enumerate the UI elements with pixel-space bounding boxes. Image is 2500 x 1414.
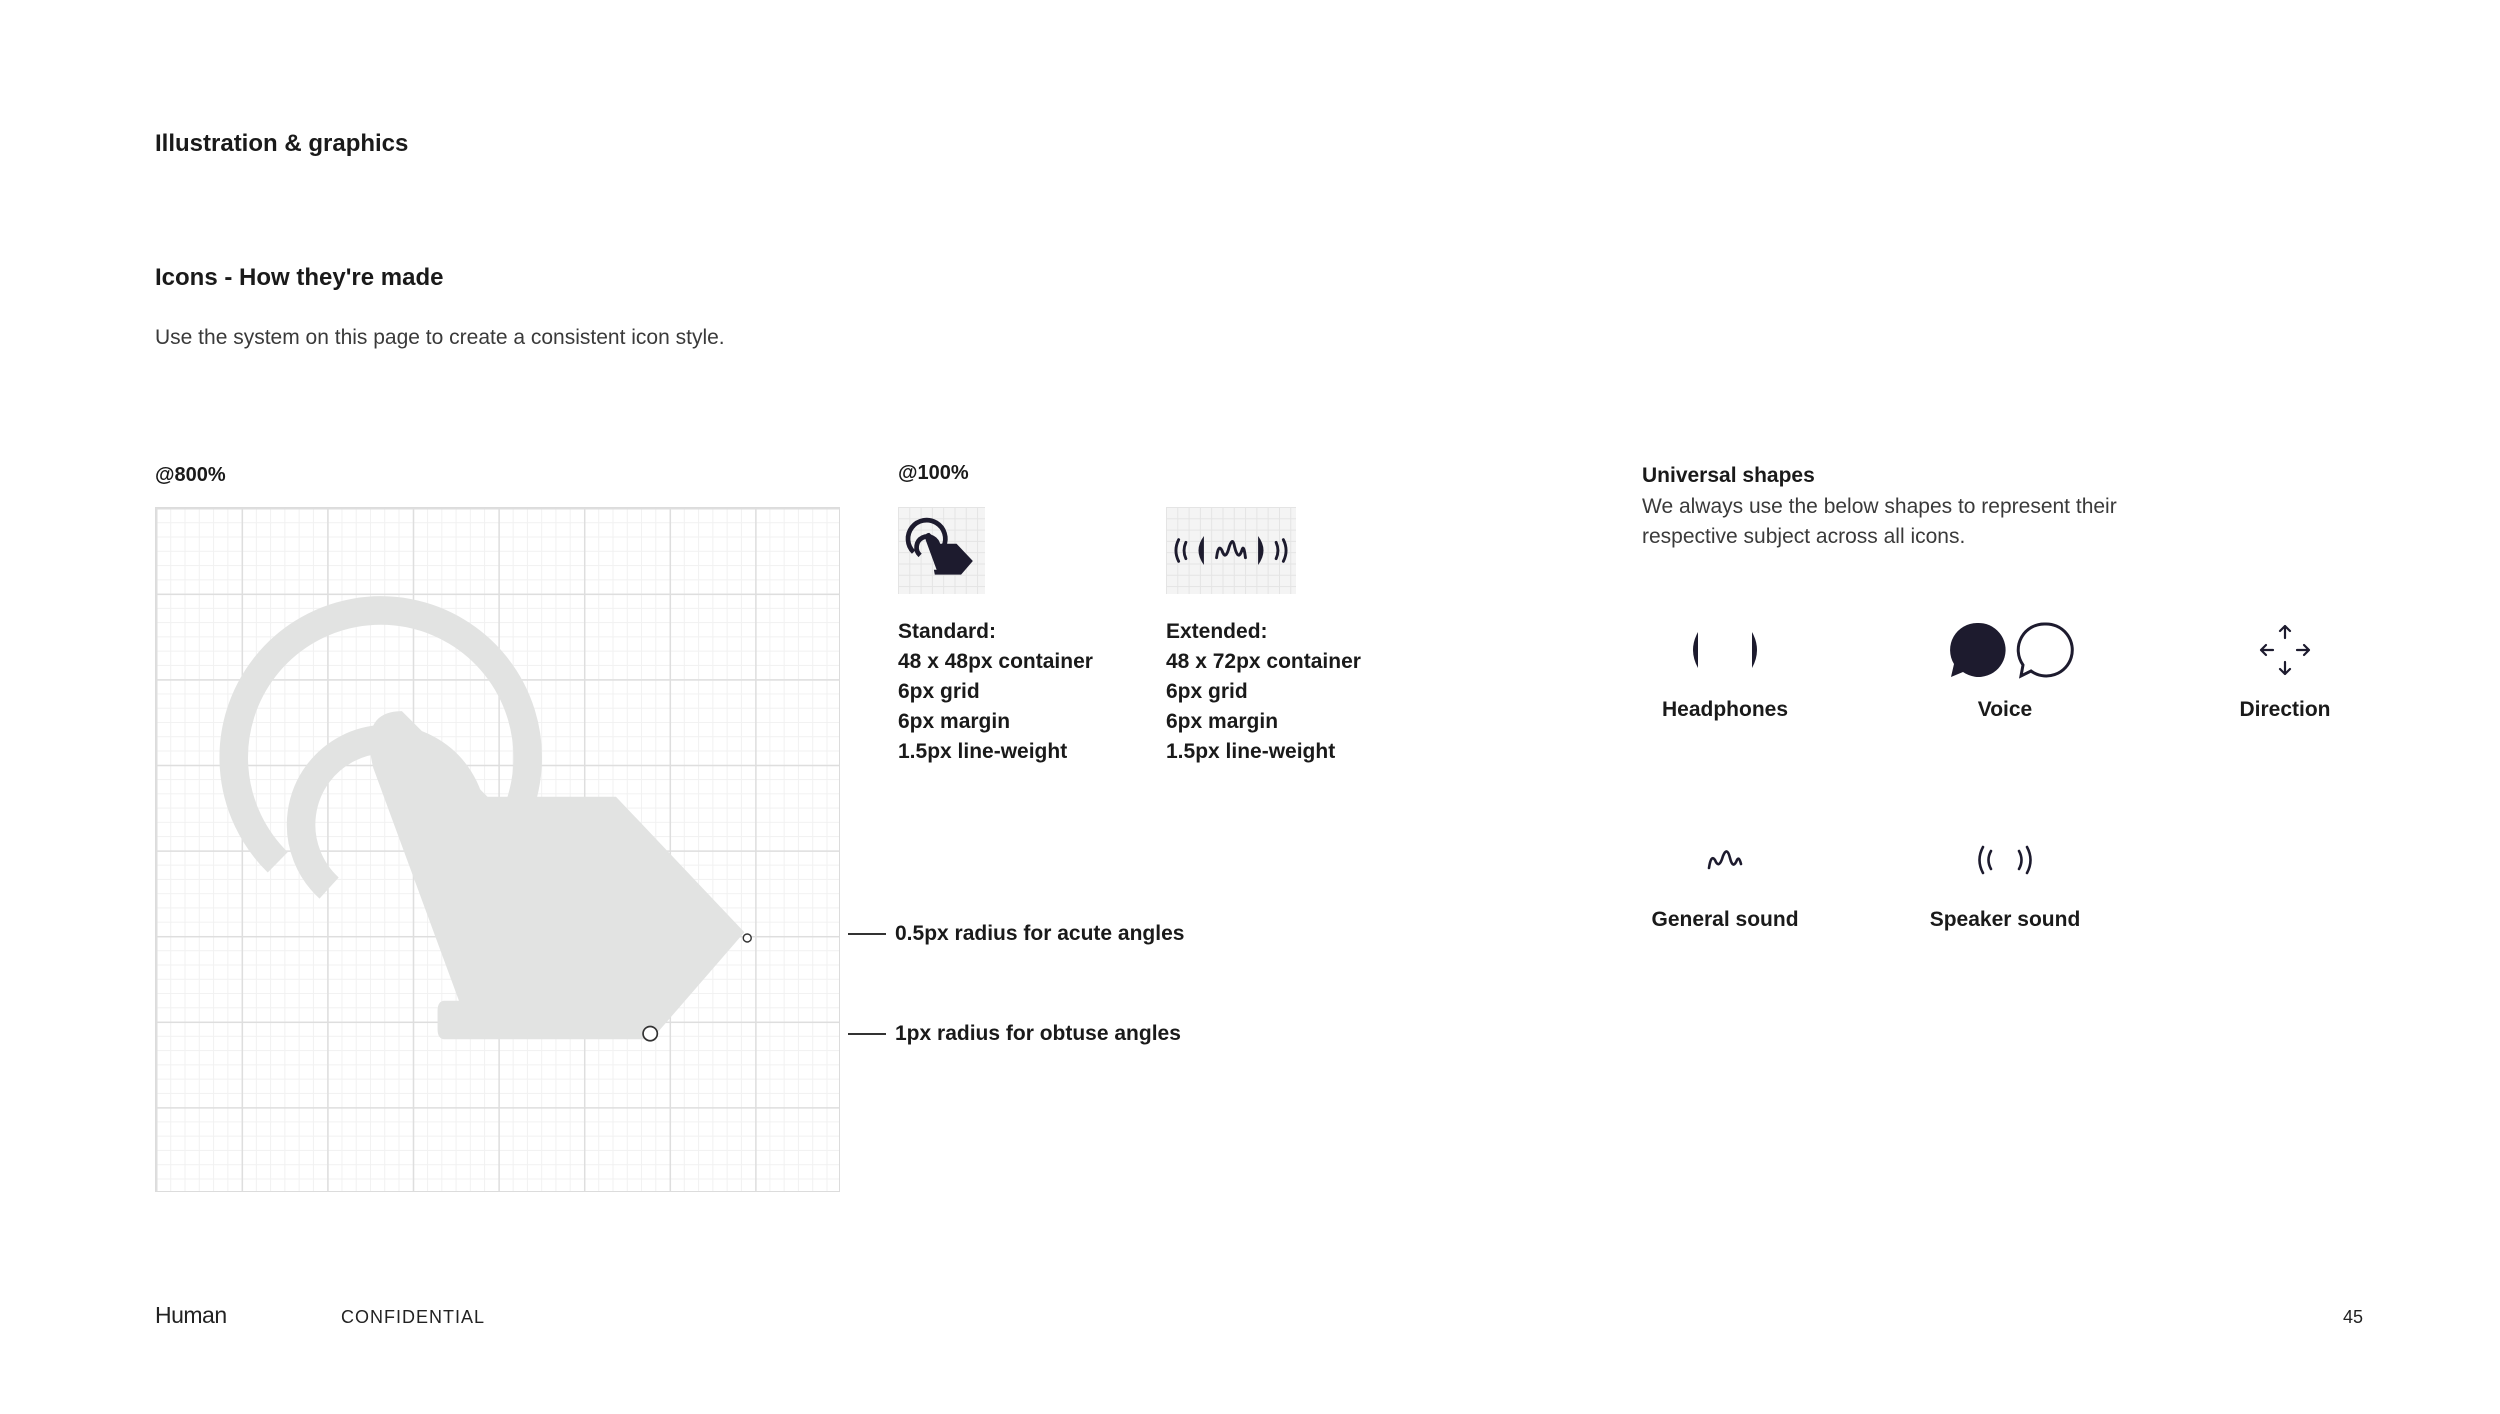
extended-spec-margin: 6px margin — [1166, 710, 1279, 733]
extended-spec — [1166, 617, 1361, 767]
extended-spec-title: Extended: — [1166, 620, 1268, 643]
standard-container-thumb — [898, 507, 985, 594]
callout-obtuse: 1px radius for obtuse angles — [895, 1022, 1181, 1045]
standard-spec-grid: 6px grid — [898, 680, 980, 703]
footer-logo: Human — [155, 1302, 227, 1328]
shape-label-speaker-sound: Speaker sound — [1929, 908, 2081, 931]
shape-label-general-sound: General sound — [1651, 908, 1799, 931]
standard-spec-line-weight: 1.5px line-weight — [898, 740, 1068, 763]
callout-acute: 0.5px radius for acute angles — [895, 922, 1185, 945]
callout-line-acute — [848, 933, 886, 935]
scale-800-label: @800% — [155, 464, 226, 486]
shape-voice — [1885, 620, 2125, 722]
scale-100-label: @100% — [898, 462, 969, 484]
standard-spec-margin: 6px margin — [898, 710, 1011, 733]
headphones-icon — [1680, 620, 1770, 680]
direction-icon — [2255, 620, 2315, 680]
speaker-sound-icon — [1965, 830, 2045, 890]
extended-container-thumb — [1166, 507, 1296, 594]
headphones-sound-icon — [1166, 507, 1296, 594]
tap-gesture-icon-enlarged — [155, 507, 840, 1192]
page-intro: Use the system on this page to create a consistent icon style. — [155, 326, 725, 349]
standard-spec-container: 48 x 48px container — [898, 650, 1093, 673]
section-title: Illustration & graphics — [155, 130, 409, 157]
extended-spec-container: 48 x 72px container — [1166, 650, 1361, 673]
shape-label-direction: Direction — [2239, 698, 2331, 721]
shape-label-voice: Voice — [1977, 698, 2033, 721]
page-number: 45 — [2343, 1307, 2364, 1327]
shape-headphones — [1605, 620, 1845, 722]
general-sound-icon — [1695, 830, 1755, 890]
standard-spec — [898, 617, 1093, 767]
shape-general-sound — [1605, 830, 1845, 932]
extended-spec-grid: 6px grid — [1166, 680, 1248, 703]
page-title: Icons - How they're made — [155, 264, 444, 291]
shape-direction — [2165, 620, 2405, 722]
callout-line-obtuse — [848, 1033, 886, 1035]
shape-label-headphones: Headphones — [1661, 698, 1789, 721]
shape-speaker-sound — [1885, 830, 2125, 932]
tap-gesture-icon — [898, 507, 985, 594]
extended-spec-line-weight: 1.5px line-weight — [1166, 740, 1336, 763]
universal-shapes-description: We always use the below shapes to represent their respective subject across all icons. — [1642, 495, 2117, 548]
footer-confidential: CONFIDENTIAL — [341, 1307, 486, 1327]
universal-shapes-title: Universal shapes — [1642, 464, 1815, 487]
voice-icon — [1935, 620, 2075, 680]
standard-spec-title: Standard: — [898, 620, 997, 643]
